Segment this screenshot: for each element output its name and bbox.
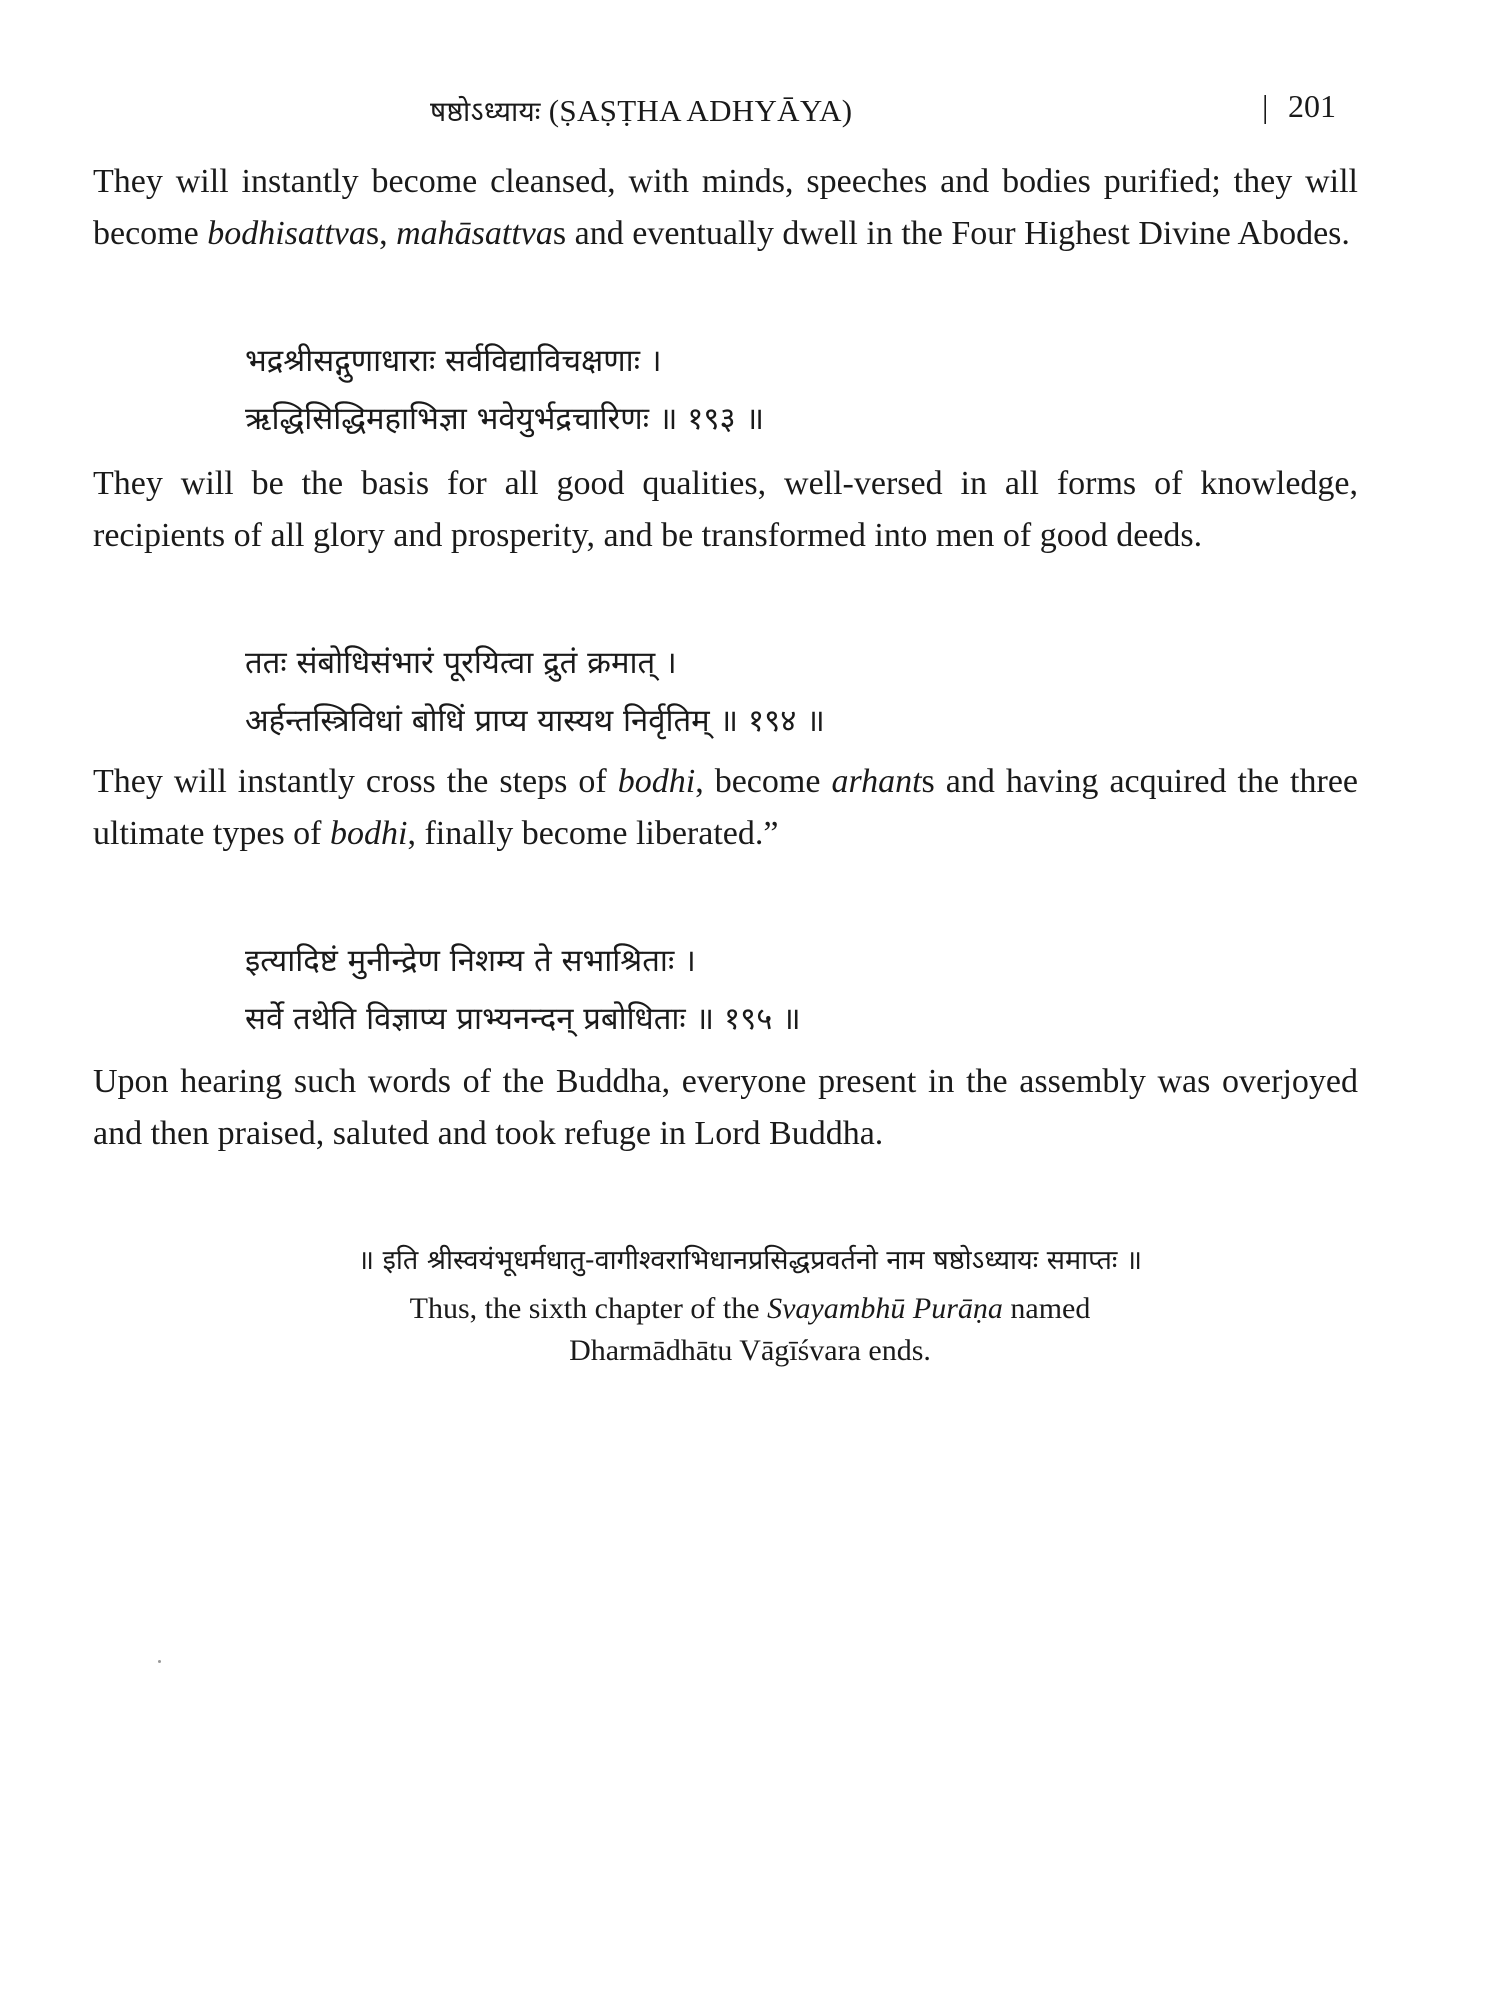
italic-term: bodhisattva xyxy=(207,215,366,252)
text-run: They will instantly become cleansed, with minds, speeches and bodies purified; they will become xyxy=(93,163,1358,252)
paper-speck xyxy=(158,1660,161,1663)
verse-line: सर्वे तथेति विज्ञाप्य प्राभ्यनन्दन् प्रबोधिताः ॥ १९५ ॥ xyxy=(245,1001,801,1037)
header-separator: | xyxy=(1262,88,1269,124)
text-run: , finally become liberated.” xyxy=(407,815,779,852)
verse-194 xyxy=(245,634,1395,750)
chapter-heading-latin: (ṢAṢṬHA ADHYĀYA) xyxy=(548,93,853,128)
running-header xyxy=(0,88,1500,138)
text-run: , become xyxy=(695,763,832,800)
text-run: Thus, the sixth chapter of the xyxy=(409,1292,768,1325)
italic-title: Svayambhū Purāṇa xyxy=(767,1292,1003,1325)
italic-term: mahāsattva xyxy=(396,215,553,252)
colophon-english-line-1 xyxy=(0,1288,1500,1330)
translation-paragraph-2: They will be the basis for all good qualities, well-versed in all forms of knowledge, recipients of all glory and prosperity, and be transformed into men of good deeds. xyxy=(93,465,1358,554)
verse-195 xyxy=(245,932,1395,1048)
verse-line: इत्यादिष्टं मुनीन्द्रेण निशम्य ते सभाश्रिताः । xyxy=(245,943,696,979)
italic-term: bodhi xyxy=(330,815,408,852)
verse-193 xyxy=(245,332,1395,448)
verse-line: अर्हन्तस्त्रिविधां बोधिं प्राप्य यास्यथ निर्वृतिम् ॥ १९४ ॥ xyxy=(245,703,825,739)
text-run: s and eventually dwell in the Four Highest Divine Abodes. xyxy=(552,215,1350,252)
text-run: s, xyxy=(365,215,397,252)
page-number: 201 xyxy=(1288,88,1336,124)
verse-line: ऋद्धिसिद्धिमहाभिज्ञा भवेयुर्भद्रचारिणः ॥ १९३ ॥ xyxy=(245,401,765,437)
colophon-sanskrit: ॥ इति श्रीस्वयंभूधर्मधातु-वागीश्वराभिधानप्रसिद्धप्रवर्तनो नाम षष्ठोऽध्यायः समाप्तः ॥ xyxy=(357,1245,1143,1276)
verse-line: ततः संबोधिसंभारं पूरयित्वा द्रुतं क्रमात् । xyxy=(245,645,677,681)
italic-term: arhant xyxy=(831,763,922,800)
translation-paragraph-3 xyxy=(93,756,1358,860)
text-run: s and having acquired the three ultimate types of xyxy=(93,763,1359,852)
text-run: named xyxy=(1002,1292,1091,1325)
text-run: They will instantly cross the steps of xyxy=(93,763,618,800)
verse-line: भद्रश्रीसद्गुणाधाराः सर्वविद्याविचक्षणाः । xyxy=(245,343,662,379)
colophon-english-line-2: Dharmādhātu Vāgīśvara ends. xyxy=(569,1334,931,1367)
chapter-heading xyxy=(430,92,852,130)
chapter-heading-devanagari: षष्ठोऽध्यायः xyxy=(430,95,541,128)
translation-paragraph-1 xyxy=(93,156,1358,260)
colophon-english xyxy=(0,1288,1500,1372)
translation-paragraph-4: Upon hearing such words of the Buddha, everyone present in the assembly was overjoyed and then praised, saluted and took refuge in Lord Buddha. xyxy=(93,1063,1358,1152)
italic-term: bodhi xyxy=(617,763,696,800)
